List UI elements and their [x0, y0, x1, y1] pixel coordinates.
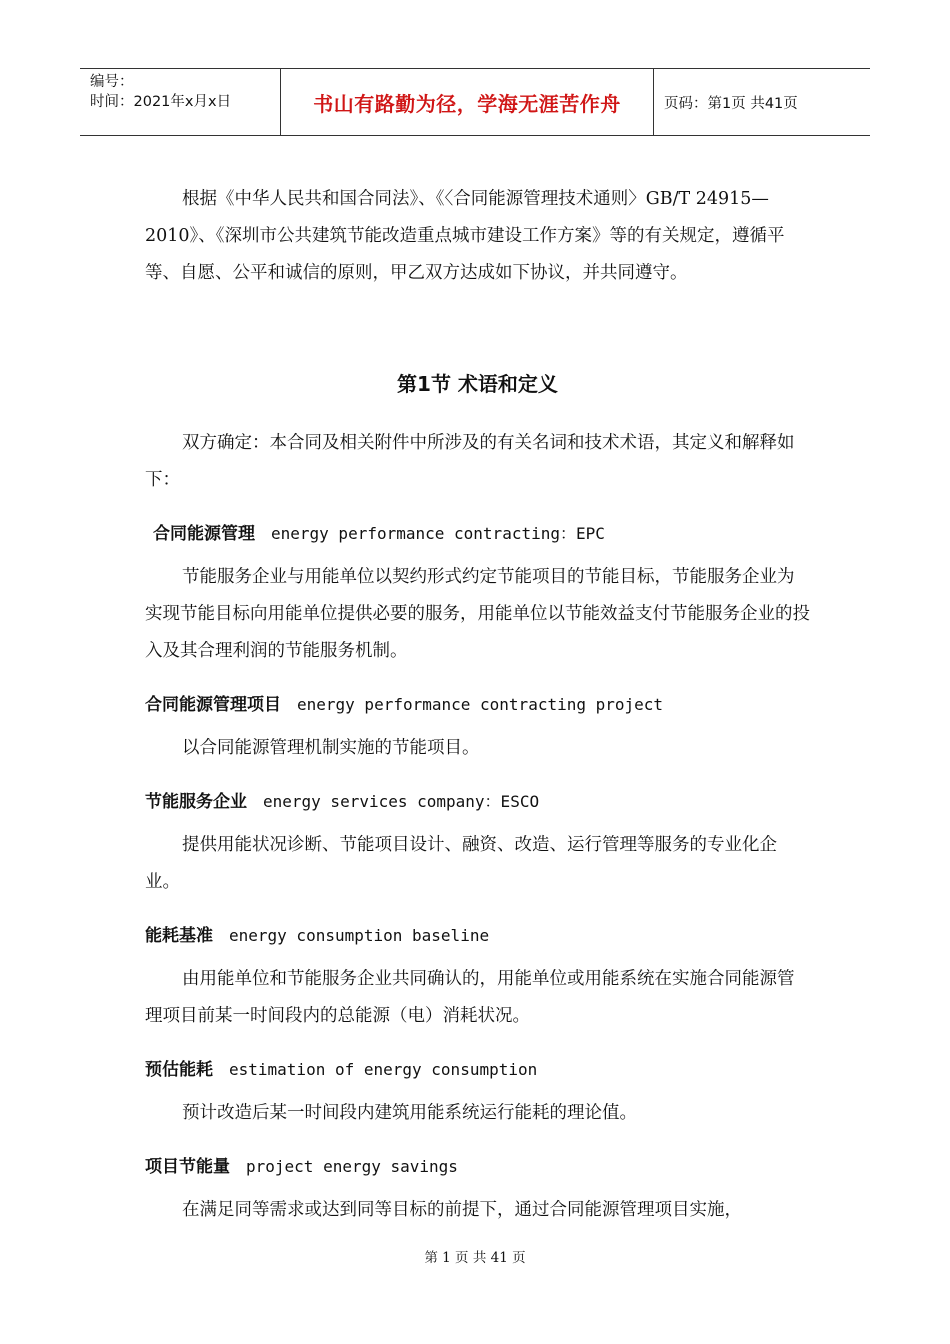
- document-date: 时间：2021年x月x日: [90, 94, 232, 110]
- term-en: project energy savings: [246, 1157, 458, 1176]
- term-heading: [145, 1152, 458, 1177]
- term-heading: [145, 1055, 537, 1080]
- term-heading: [145, 690, 663, 715]
- document-number-label: 编号：: [90, 74, 134, 90]
- term-definition: 预计改造后某一时间段内建筑用能系统运行能耗的理论值。: [182, 1103, 637, 1123]
- term-zh: 项目节能量: [145, 1157, 230, 1177]
- term-en: estimation of energy consumption: [229, 1060, 538, 1079]
- term-zh: 能耗基准: [145, 926, 213, 946]
- term-zh: 节能服务企业: [145, 792, 247, 812]
- term-en: energy consumption baseline: [229, 926, 490, 945]
- term-definition: 由用能单位和节能服务企业共同确认的，用能单位或用能系统在实施合同能源管理项目前某一时间段内的总能源（电）消耗状况。: [145, 969, 795, 1026]
- term-definition: 提供用能状况诊断、节能项目设计、融资、改造、运行管理等服务的专业化企业。: [145, 835, 777, 892]
- intro-paragraph: 根据《中华人民共和国合同法》、《〈合同能源管理技术通则〉GB/T 24915—2010》、《深圳市公共建筑节能改造重点城市建设工作方案》等的有关规定，遵循平等、自愿、公平和诚信的原则，甲乙双方达成如下协议，并共同遵守。: [145, 189, 785, 283]
- term-zh: 合同能源管理项目: [145, 695, 281, 715]
- header-page-info: 页码：第1页 共41页: [664, 95, 798, 112]
- term-zh: 合同能源管理: [153, 524, 255, 544]
- term-definition: 以合同能源管理机制实施的节能项目。: [182, 738, 480, 758]
- term-definition: 节能服务企业与用能单位以契约形式约定节能项目的节能目标，节能服务企业为实现节能目标向用能单位提供必要的服务，用能单位以节能效益支付节能服务企业的投入及其合理利润的节能服务机制。: [145, 567, 810, 661]
- term-heading: [153, 519, 605, 544]
- section-intro-paragraph: 双方确定：本合同及相关附件中所涉及的有关名词和技术术语，其定义和解释如下：: [145, 433, 795, 490]
- term-heading: [145, 921, 489, 946]
- term-definition: 在满足同等需求或达到同等目标的前提下，通过合同能源管理项目实施，: [182, 1200, 742, 1220]
- header-meta: [80, 69, 281, 135]
- term-zh: 预估能耗: [145, 1060, 213, 1080]
- page-footer: 第 1 页 共 41 页: [424, 1250, 526, 1266]
- term-en: energy services company：ESCO: [263, 792, 540, 811]
- term-en: energy performance contracting project: [297, 695, 664, 714]
- section-title: 第1节 术语和定义: [397, 372, 558, 396]
- header-motto: 书山有路勤为径，学海无涯苦作舟: [281, 69, 654, 135]
- term-heading: [145, 787, 539, 812]
- page-header: [80, 68, 870, 136]
- term-en: energy performance contracting：EPC: [271, 524, 605, 543]
